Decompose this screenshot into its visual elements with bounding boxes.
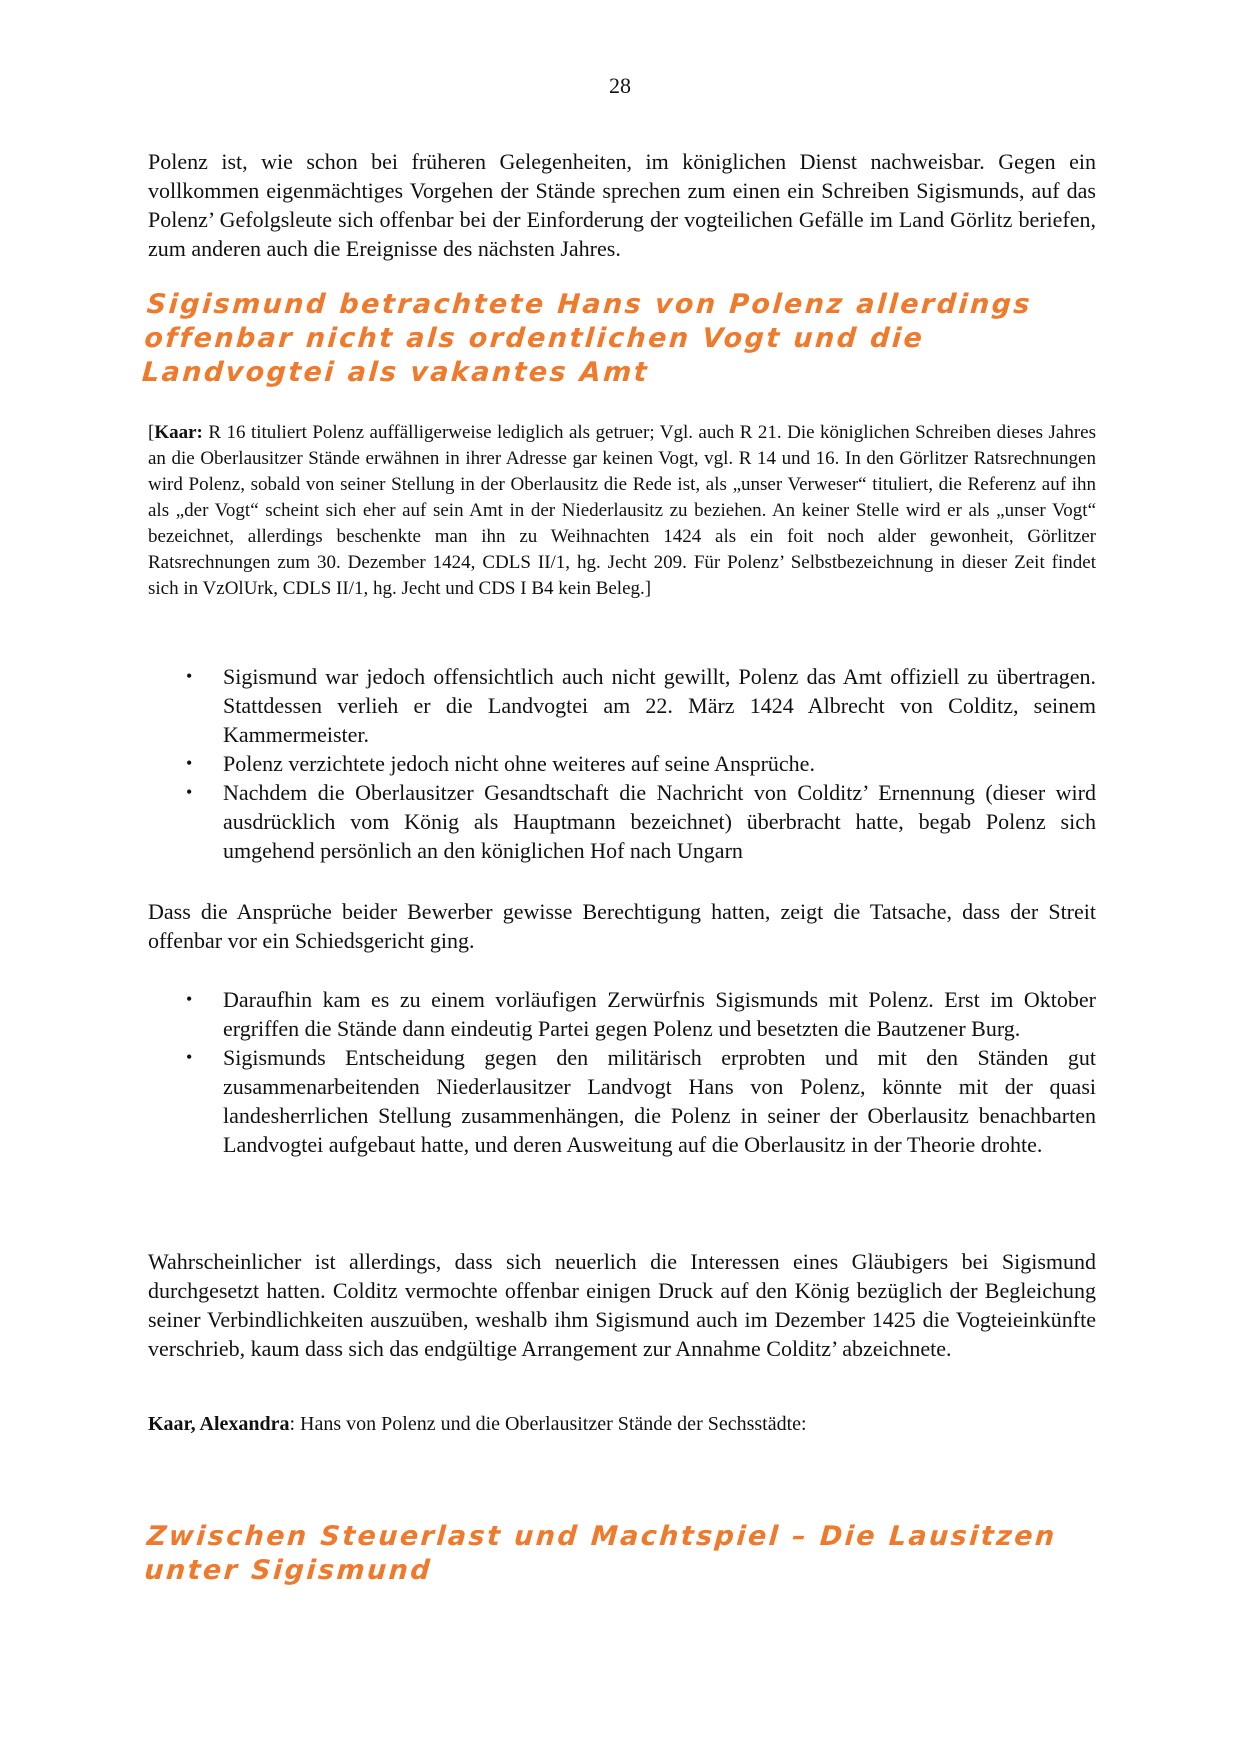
list-item-text: Nachdem die Oberlausitzer Gesandtschaft die Nachricht von Colditz’ Ernennung (dieser wird ausdrücklich vom König als Hauptmann bezeichnet) überbracht hatte, begab Polenz sich umgehend persönlich an den königlichen Hof nach Ungarn — [223, 780, 1096, 863]
paragraph-glaeubiger: Wahrscheinlicher ist allerdings, dass sich neuerlich die Interessen eines Gläubigers bei Sigismund durchgesetzt hatten. Colditz vermochte offenbar einigen Druck auf den König bezüglich der Begleichung seiner Verbindlichkeiten auszuüben, weshalb ihm Sigismund auch im Dezember 1425 die Vogteieinkünfte verschrieb, kaum dass sich das endgültige Arrangement zur Annahme Colditz’ abzeichnete. — [148, 1249, 1096, 1361]
bullet-list-colditz — [148, 662, 1096, 865]
bullet-icon: • — [186, 753, 193, 773]
bullet-icon: • — [186, 1047, 193, 1067]
bullet-icon: • — [186, 782, 193, 802]
bullet-icon: • — [186, 666, 193, 686]
list-item — [148, 749, 1096, 778]
page-number: 28 — [609, 73, 631, 98]
paragraph-schiedsgericht: Dass die Ansprüche beider Bewerber gewisse Berechtigung hatten, zeigt die Tatsache, dass der Streit offenbar vor ein Schiedsgericht ging. — [148, 899, 1096, 953]
note-label: Kaar: — [154, 422, 203, 443]
list-item — [148, 985, 1096, 1043]
list-item-text: Sigismund war jedoch offensichtlich auch nicht gewillt, Polenz das Amt offiziell zu übertragen. Stattdessen verlieh er die Landvogtei am 22. März 1424 Albrecht von Colditz, seinem Kammermeister. — [223, 664, 1096, 747]
source-title: : Hans von Polenz und die Oberlausitzer Stände der Sechsstädte: — [289, 1413, 807, 1435]
list-item — [148, 778, 1096, 865]
source-reference — [148, 1410, 1096, 1438]
list-item-text: Polenz verzichtete jedoch nicht ohne weiteres auf seine Ansprüche. — [223, 751, 815, 776]
bullet-icon: • — [186, 989, 193, 1009]
note-text: R 16 tituliert Polenz auffälligerweise lediglich als getruer; Vgl. auch R 21. Die königlichen Schreiben dieses Jahres an die Oberlausitzer Stände erwähnen in ihrer Adresse gar keinen Vogt, vgl. R 14 und 16. In den Görlitzer Ratsrechnungen wird Polenz, sobald von seiner Stellung in der Oberlausitz die Rede ist, als „unser Verweser“ tituliert, die Referenz auf ihn als „der Vogt“ scheint sich eher auf sein Amt in der Niederlausitz zu beziehen. An keiner Stelle wird er als „unser Vogt“ bezeichnet, allerdings beschenkte man ihn zu Weihnachten 1424 als ein foit noch alder gewonheit, Görlitzer Ratsrechnungen zum 30. Dezember 1424, CDLS II/1, hg. Jecht 209. Für Polenz’ Selbstbezeichnung in dieser Zeit findet sich in VzOlUrk, CDLS II/1, hg. Jecht und CDS I B4 kein Beleg.] — [148, 422, 1096, 599]
bullet-list-zerwuerfnis — [148, 985, 1096, 1159]
section-heading-landvogtei: Sigismund betrachtete Hans von Polenz allerdings offenbar nicht als ordentlichen Vogt und die Landvogtei als vakantes Amt — [141, 289, 1034, 388]
source-author: Kaar, Alexandra — [148, 1413, 290, 1435]
footnote-kaar — [148, 420, 1096, 602]
list-item — [148, 1043, 1096, 1159]
section-heading-lausitzen: Zwischen Steuerlast und Machtspiel – Die Lausitzen unter Sigismund — [143, 1521, 1058, 1586]
note-open-bracket: [ — [148, 422, 155, 443]
list-item — [148, 662, 1096, 749]
list-item-text: Sigismunds Entscheidung gegen den militärisch erprobten und mit den Ständen gut zusammenarbeitenden Niederlausitzer Landvogt Hans von Polenz, könnte mit der quasi landesherrlichen Stellung zusammenhängen, die Polenz in seiner der Oberlausitz benachbarten Landvogtei aufgebaut hatte, und deren Ausweitung auf die Oberlausitz in der Theorie drohte. — [223, 1045, 1096, 1157]
paragraph-intro: Polenz ist, wie schon bei früheren Gelegenheiten, im königlichen Dienst nachweisbar. Gegen ein vollkommen eigenmächtiges Vorgehen der Stände sprechen zum einen ein Schreiben Sigismunds, auf das Polenz’ Gefolgsleute sich offenbar bei der Einforderung der vogteilichen Gefälle im Land Görlitz beriefen, zum anderen auch die Ereignisse des nächsten Jahres. — [148, 149, 1096, 261]
list-item-text: Daraufhin kam es zu einem vorläufigen Zerwürfnis Sigismunds mit Polenz. Erst im Oktober ergriffen die Stände dann eindeutig Partei gegen Polenz und besetzten die Bautzener Burg. — [223, 987, 1096, 1041]
